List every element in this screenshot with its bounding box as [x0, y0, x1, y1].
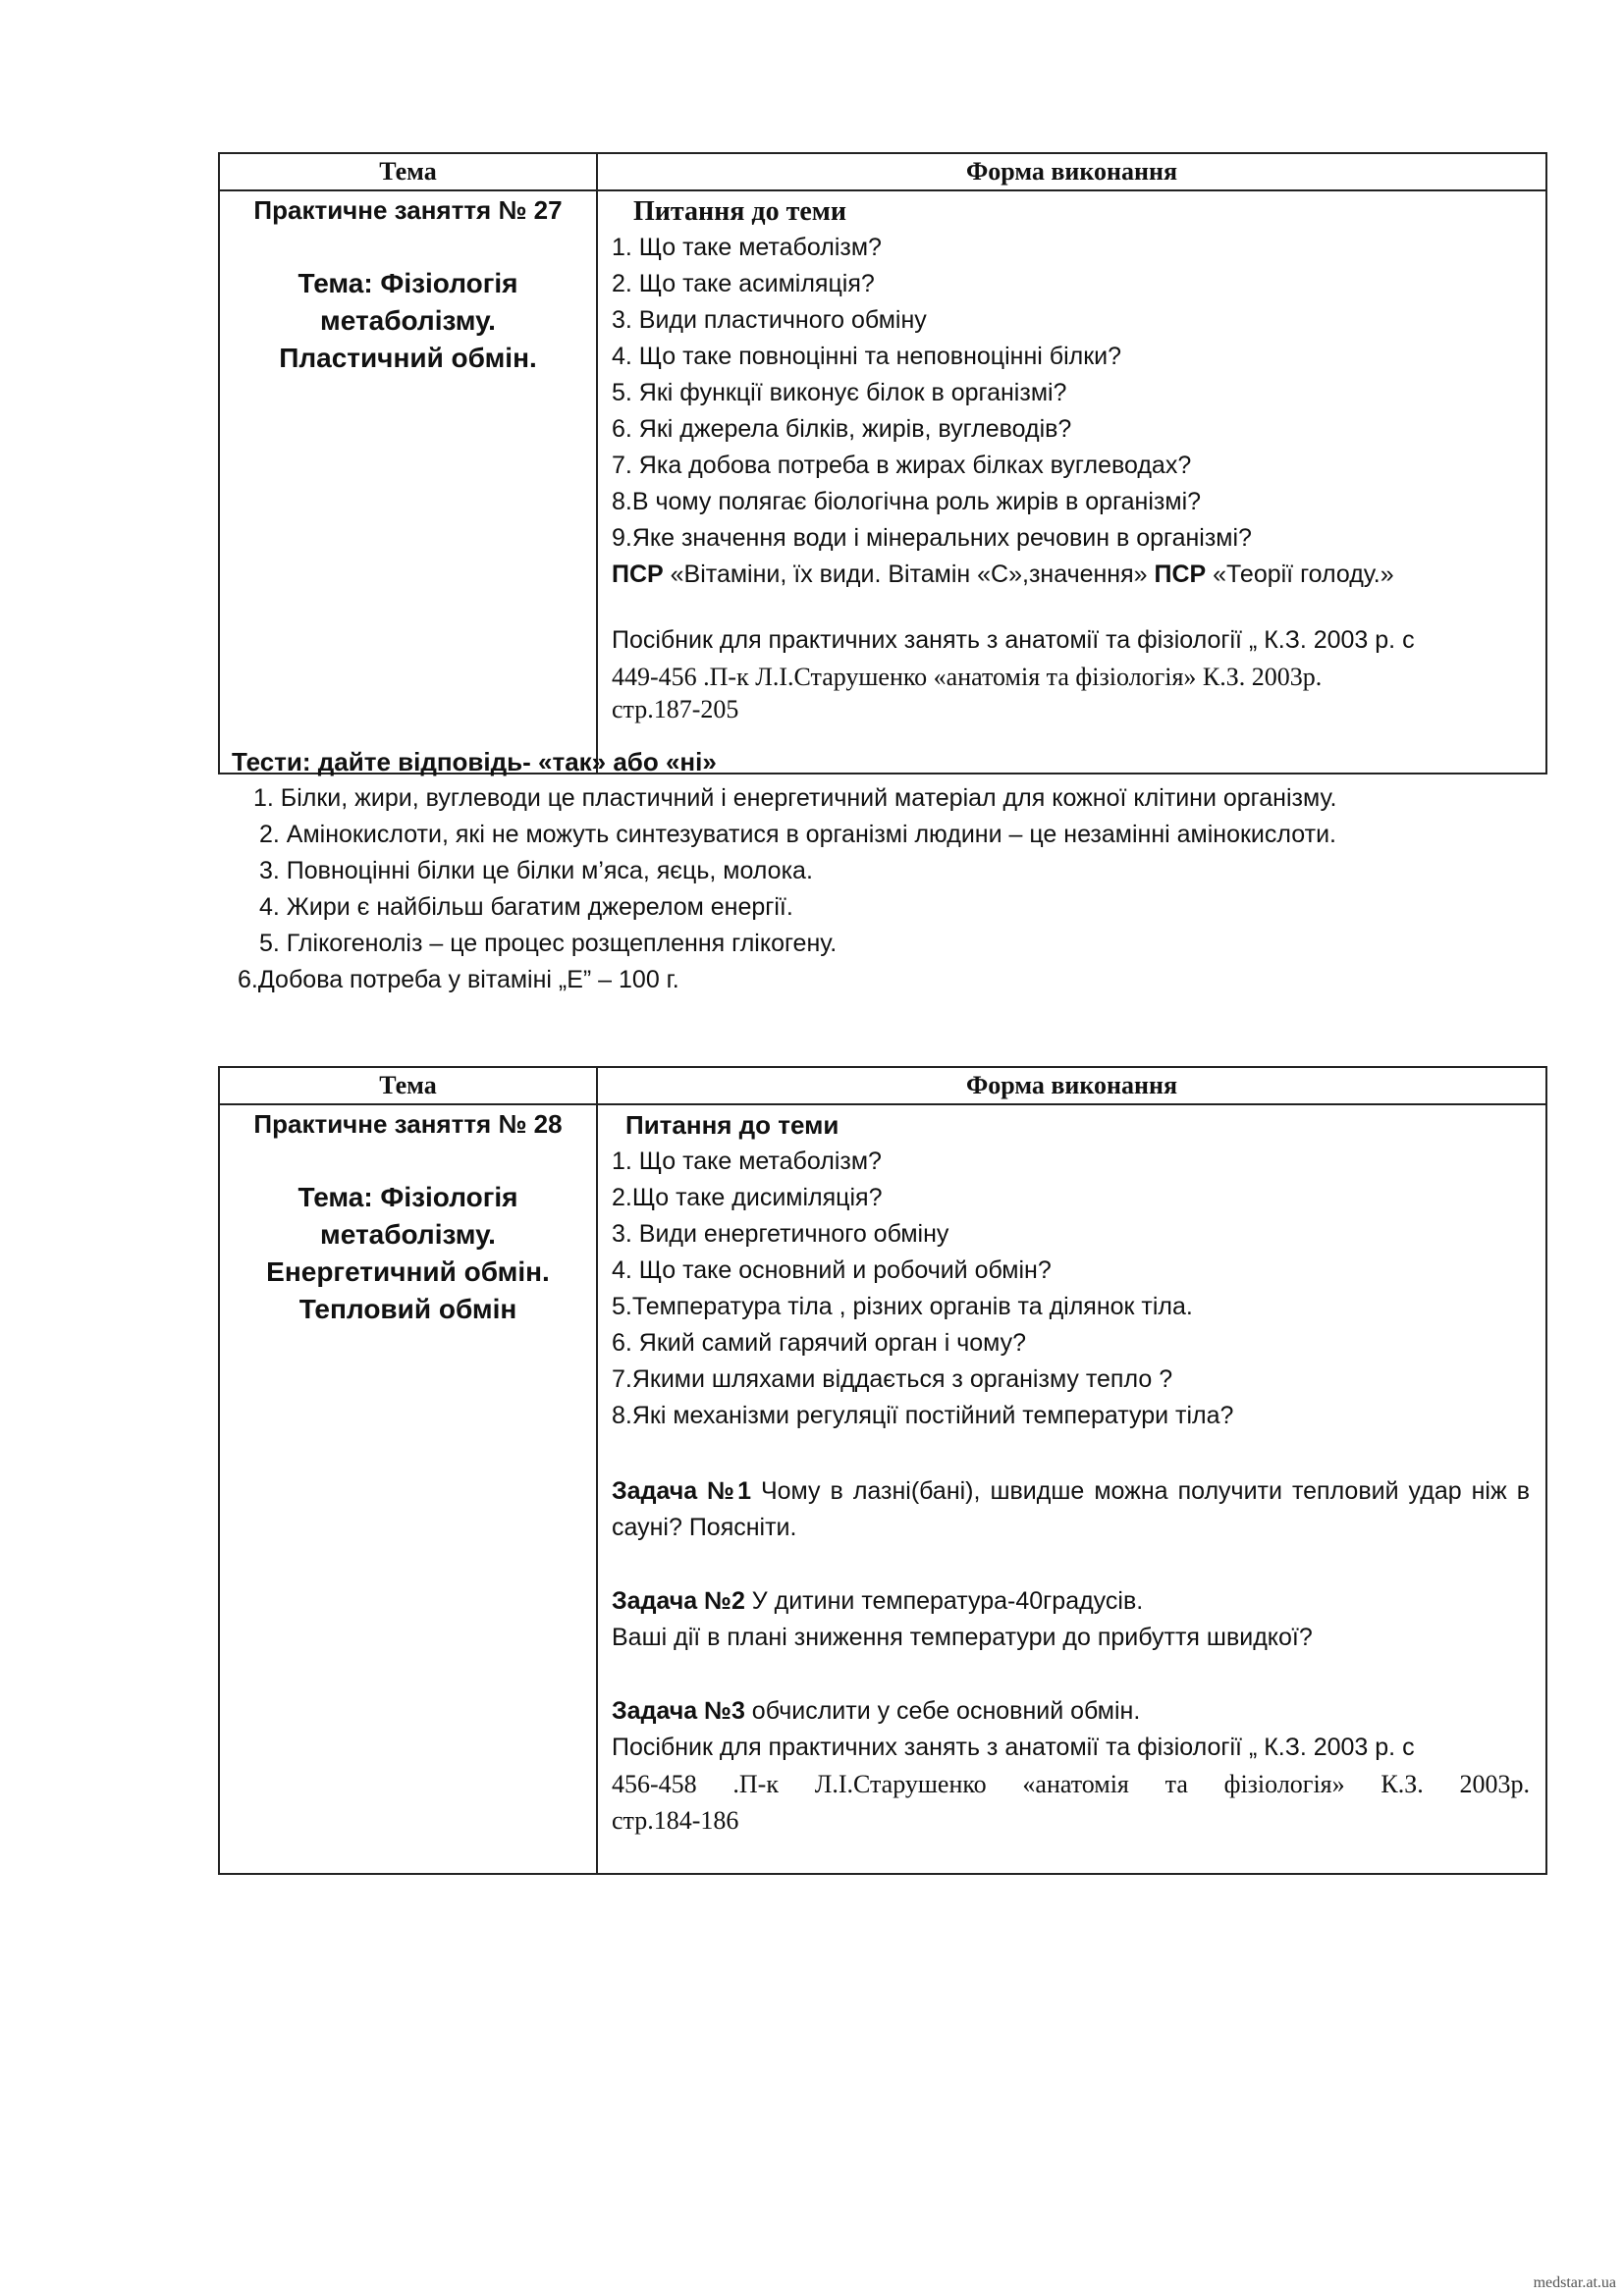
task-text: У дитини температура-40градусів. — [744, 1587, 1144, 1615]
test-item: 1. Білки, жири, вуглеводи це пластичний і енергетичний матеріал для кожної клітини організму. — [253, 784, 1337, 812]
header-form: Форма виконання — [965, 157, 1178, 186]
watermark: medstar.at.ua — [1533, 2274, 1616, 2291]
header-topic: Тема — [220, 154, 598, 189]
question-item: 6. Які джерела білків, жирів, вуглеводів? — [612, 415, 1072, 443]
psr-text: «Теорії голоду.» — [1206, 561, 1394, 588]
question-item: 1. Що таке метаболізм? — [612, 1148, 882, 1175]
question-item: 3. Види пластичного обміну — [612, 306, 927, 334]
topic-cell — [220, 191, 598, 773]
question-item: 5. Які функції виконує білок в організмі? — [612, 379, 1067, 406]
question-item: 3. Види енергетичного обміну — [612, 1220, 949, 1248]
reference-line: 449-456 .П-к Л.І.Старушенко «анатомія та фізіологія» К.З. 2003р. — [612, 663, 1323, 691]
topic-line: Тепловий обмін — [298, 1294, 517, 1324]
table-header — [220, 1068, 1545, 1105]
lesson-label: Практичне заняття № 28 — [253, 1109, 563, 1139]
task-label: Задача №3 — [612, 1697, 745, 1725]
reference-line: стр.187-205 — [612, 695, 739, 723]
question-item: 8.В чому полягає біологічна роль жирів в організмі? — [612, 488, 1202, 515]
topic-line: Енергетичний обмін. — [266, 1256, 550, 1287]
topic-line: Пластичний обмін. — [279, 343, 537, 373]
question-item: 7.Якими шляхами віддається з організму тепло ? — [612, 1365, 1173, 1393]
questions-heading: Питання до теми — [633, 196, 846, 227]
task-text: обчислити у себе основний обмін. — [744, 1697, 1141, 1725]
reference-line: Посібник для практичних занять з анатомії та фізіології „ К.З. 2003 р. с — [612, 1734, 1415, 1761]
test-item: 6.Добова потреба у вітаміні „Е” – 100 г. — [238, 966, 679, 993]
question-item: 8.Які механізми регуляції постійний температури тіла? — [612, 1402, 1234, 1429]
psr-line — [612, 557, 1530, 593]
form-cell — [598, 191, 1545, 773]
test-item: 5. Глікогеноліз – це процес розщеплення глікогену. — [259, 930, 838, 957]
header-topic: Тема — [220, 1068, 598, 1103]
tests-title: Тести: дайте відповідь- «так» або «ні» — [232, 747, 717, 776]
topic-line: метаболізму. — [320, 1219, 496, 1250]
question-item: 7. Яка добова потреба в жирах білках вуглеводах? — [612, 452, 1192, 479]
lesson-label: Практичне заняття № 27 — [253, 195, 563, 225]
reference-line: Посібник для практичних занять з анатомії та фізіології „ К.З. 2003 р. с — [612, 626, 1415, 654]
task-label: Задача №1 — [612, 1477, 751, 1505]
question-item: 2.Що таке дисиміляція? — [612, 1184, 883, 1211]
topic-line: Тема: Фізіологія — [298, 268, 518, 298]
task-1 — [612, 1473, 1530, 1546]
lesson-28-table — [218, 1066, 1547, 1875]
question-item: 5.Температура тіла , різних органів та ділянок тіла. — [612, 1293, 1193, 1320]
form-cell — [598, 1105, 1545, 1873]
topic-line: метаболізму. — [320, 305, 496, 336]
topic-line: Тема: Фізіологія — [298, 1182, 518, 1212]
table-header — [220, 154, 1545, 191]
task-3 — [612, 1693, 1530, 1730]
task-text: Чому в лазні(бані), швидше можна получити тепловий удар ніж в сауні? Поясніти. — [612, 1477, 1530, 1541]
question-item: 9.Яке значення води і мінеральних речовин в організмі? — [612, 524, 1252, 552]
reference-line: 456-458 .П-к Л.І.Старушенко «анатомія та фізіологія» К.З. 2003р. — [612, 1770, 1530, 1798]
reference-line: стр.184-186 — [612, 1806, 739, 1835]
question-item: 4. Що таке повноцінні та неповноцінні білки? — [612, 343, 1122, 370]
test-item: 4. Жири є найбільш багатим джерелом енергії. — [259, 893, 793, 921]
questions-heading: Питання до теми — [625, 1110, 839, 1140]
test-item: 3. Повноцінні білки це білки м’яса, яєць, молока. — [259, 857, 813, 884]
lesson-27-table — [218, 152, 1547, 774]
header-form: Форма виконання — [965, 1071, 1178, 1099]
tests-section — [232, 744, 1336, 998]
psr-text: «Вітаміни, їх види. Вітамін «С»,значення» — [663, 561, 1155, 588]
task-2 — [612, 1583, 1530, 1620]
test-item: 2. Амінокислоти, які не можуть синтезуватися в організмі людини – це незамінні амінокислоти. — [259, 821, 1336, 848]
task-label: Задача №2 — [612, 1587, 745, 1615]
question-item: 1. Що таке метаболізм? — [612, 234, 882, 261]
psr-label: ПСР — [1154, 561, 1207, 588]
question-item: 2. Що таке асиміляція? — [612, 270, 875, 297]
question-item: 4. Що таке основний и робочий обмін? — [612, 1256, 1052, 1284]
question-item: 6. Який самий гарячий орган і чому? — [612, 1329, 1026, 1357]
psr-label: ПСР — [612, 561, 664, 588]
topic-cell — [220, 1105, 598, 1873]
task-2-line: Ваші дії в плані зниження температури до прибуття швидкої? — [612, 1624, 1313, 1651]
